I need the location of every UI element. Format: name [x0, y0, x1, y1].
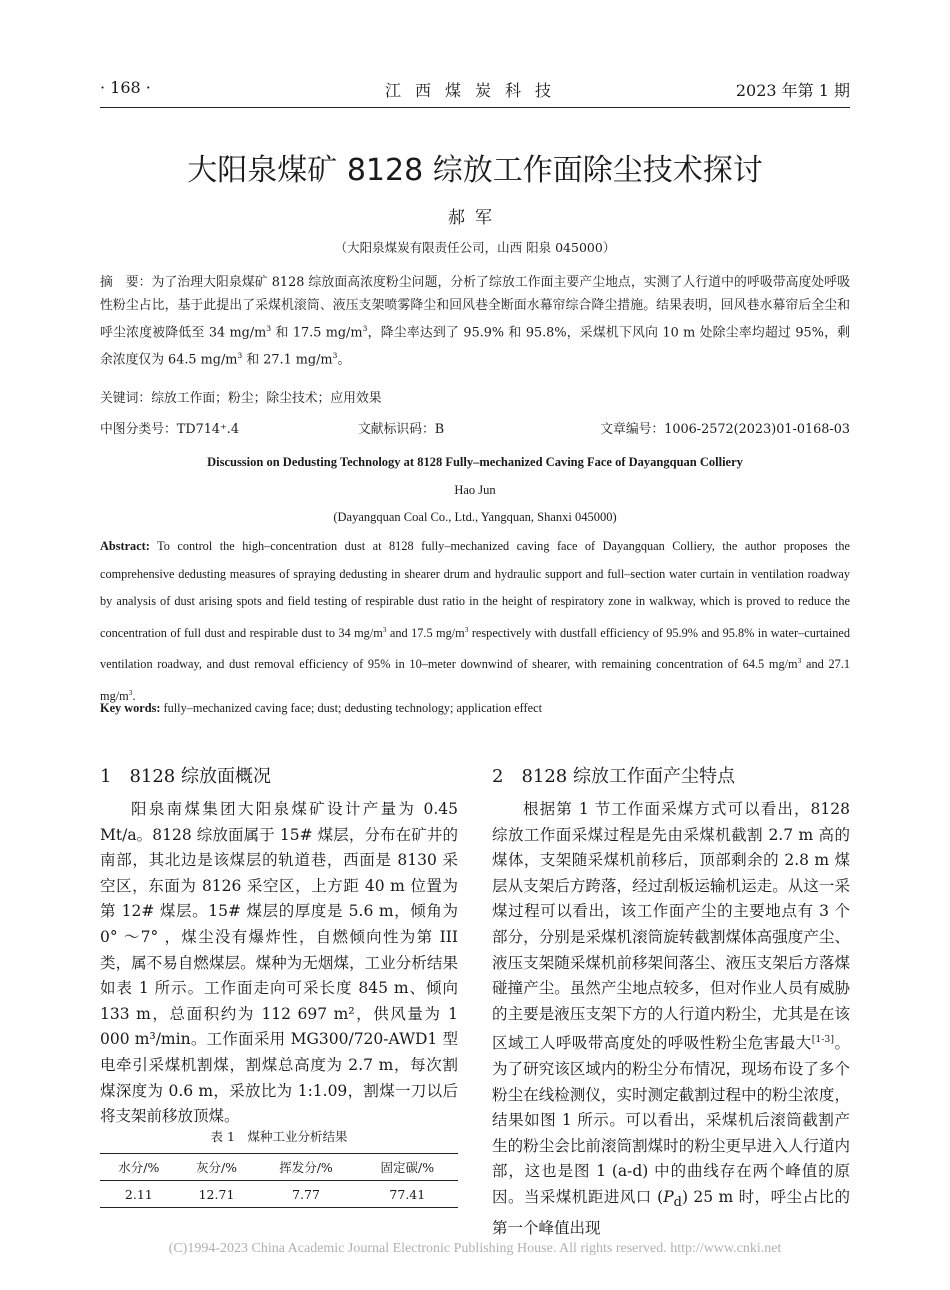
table-row: 2.11 12.71 7.77 77.41	[100, 1181, 458, 1208]
document-code: 文献标识码：B	[358, 422, 445, 437]
paper-title: 大阳泉煤矿 8128 综放工作面除尘技术探讨	[187, 153, 763, 188]
section-2-heading: 2 8128 综放工作面产尘特点	[492, 766, 735, 787]
running-header	[100, 78, 850, 102]
classification-line	[100, 418, 850, 436]
copyright-footer: (C)1994-2023 China Academic Journal Electronic Publishing House. All rights reserved. http://www.cnki.net	[168, 1241, 782, 1256]
column-left	[100, 797, 458, 1130]
journal-name: 江西煤炭科技	[384, 81, 565, 100]
section-2-paragraph: 根据第 1 节工作面采煤方式可以看出，8128 综放工作面采煤过程是先由采煤机截割 2.7 m 高的煤体，支架随采煤机前移后，顶部剩余的 2.8 m 煤层从支架后方跨落，经过刮板运输机运走。从这一采煤过程可以看出，该工作面产尘的主要地点有 3 个部分，分别是采煤机滚筒旋转截割煤体高强度产尘、液压支架随采煤机前移架间落尘、液压支架后方落煤碰撞产尘。虽然产尘地点较多，但对作业人员有威胁的主要是液压支架下方的人行道内粉尘，尤其是在该区域工人呼吸带高度处的呼吸性粉尘危害最大[1-3]。为了研究该区域内的粉尘分布情况，现场布设了多个粉尘在线检测仪，实时测定截割过程中的粉尘浓度，结果如图 1 所示。可以看出，采煤机后滚筒截割产生的粉尘会比前滚筒割煤时的粉尘更早进入人行道内部，这也是图 1 (a-d) 中的曲线存在两个峰值的原因。当采煤机距进风口 $(P_d)$ 25 m 时，呼尘占比的第一个峰值出现	[492, 800, 850, 1237]
article-number: 文章编号：1006-2572(2023)01-0168-03	[600, 422, 850, 437]
column-right	[492, 797, 850, 1241]
table-1	[100, 1153, 458, 1208]
abstract-en-label: Abstract:	[100, 539, 150, 553]
section-1-paragraph: 阳泉南煤集团大阳泉煤矿设计产量为 0.45 Mt/a。8128 综放面属于 15# 煤层，分布在矿井的南部，其北边是该煤层的轨道巷，西面是 8130 采空区，东面为 8126 采空区，上方距 40 m 位置为第 12# 煤层。15# 煤层的厚度是 5.6 m，倾角为 0° ～7° ，煤尘没有爆炸性，自燃倾向性为第 III 类，属不易自燃煤层。煤种为无烟煤，工业分析结果如表 1 所示。工作面走向可采长度 845 m、倾向 133 m，总面积约为 112 697 m²，供风量为 1 000 m³/min。工作面采用 MG300/720-AWD1 型电牵引采煤机割煤，割煤总高度为 2.7 m，每次割煤深度为 0.6 m，采放比为 1:1.09，割煤一刀以后将支架前移放顶煤。	[100, 800, 458, 1126]
english-author: Hao Jun	[454, 483, 496, 497]
citation: [1-3]	[811, 1034, 834, 1046]
abstract-cn: 摘 要：为了治理大阳泉煤矿 8128 综放面高浓度粉尘问题，分析了综放工作面主要产尘地点，实测了人行道中的呼吸带高度处呼吸性粉尘占比，基于此提出了采煤机滚筒、液压支架喷雾降尘和回风巷全断面水幕帘综合降尘措施。结果表明，回风巷水幕帘后全尘和呼尘浓度被降低至 34 $mg/m^3$ 和 17.5 $mg/m^3$，降尘率达到了 95.9% 和 95.8%，采煤机下风向 10 m 处除尘率均超过 95%，剩余浓度仅为 64.5 $mg/m^3$ 和 27.1 $mg/m^3$。	[100, 275, 850, 368]
author-name: 郝军	[448, 208, 502, 228]
abstract-en: Abstract: To control the high–concentration dust at 8128 fully–mechanized caving face of Dayangquan Colliery, the author proposes the comprehensive dedusting measures of spraying dedusting in shearer drum and hydraulic support and full–section water curtain in ventilation roadway by analysis of dust arising spots and field testing of respirable dust ratio in the height of respiratory zone in walkway, which is proved to reduce the concentration of full dust and respirable dust to 34 $mg/m^3$ and 17.5 $mg/m^3$ respectively with dustfall efficiency of 95.9% and 95.8% in water–curtained ventilation roadway, and dust removal efficiency of 95% in 10–meter downwind of shearer, with remaining concentration of 64.5 $mg/m^3$ and 27.1 $mg/m^3$.	[100, 539, 850, 704]
page-number: · 168 ·	[100, 78, 151, 97]
header-rule	[100, 107, 850, 108]
keywords-cn: 关键词：综放工作面；粉尘；除尘技术；应用效果	[100, 391, 382, 406]
table-header-row: 水分/% 灰分/% 挥发分/% 固定碳/%	[100, 1154, 458, 1181]
author-affiliation: （大阳泉煤炭有限责任公司，山西 阳泉 045000）	[334, 240, 616, 255]
table-1-caption: 表 1 煤种工业分析结果	[210, 1129, 348, 1144]
keywords-en: Key words: fully–mechanized caving face; dust; dedusting technology; application effect	[100, 701, 542, 715]
clc-number: 中图分类号：TD714⁺.4	[100, 422, 239, 437]
issue-label: 2023 年第 1 期	[735, 81, 850, 100]
english-affiliation: (Dayangquan Coal Co., Ltd., Yangquan, Shanxi 045000)	[333, 510, 617, 524]
english-title: Discussion on Dedusting Technology at 8128 Fully–mechanized Caving Face of Dayangquan Colliery	[207, 455, 743, 469]
section-1-heading: 1 8128 综放面概况	[100, 766, 271, 787]
abstract-cn-label: 摘 要：	[100, 275, 152, 290]
